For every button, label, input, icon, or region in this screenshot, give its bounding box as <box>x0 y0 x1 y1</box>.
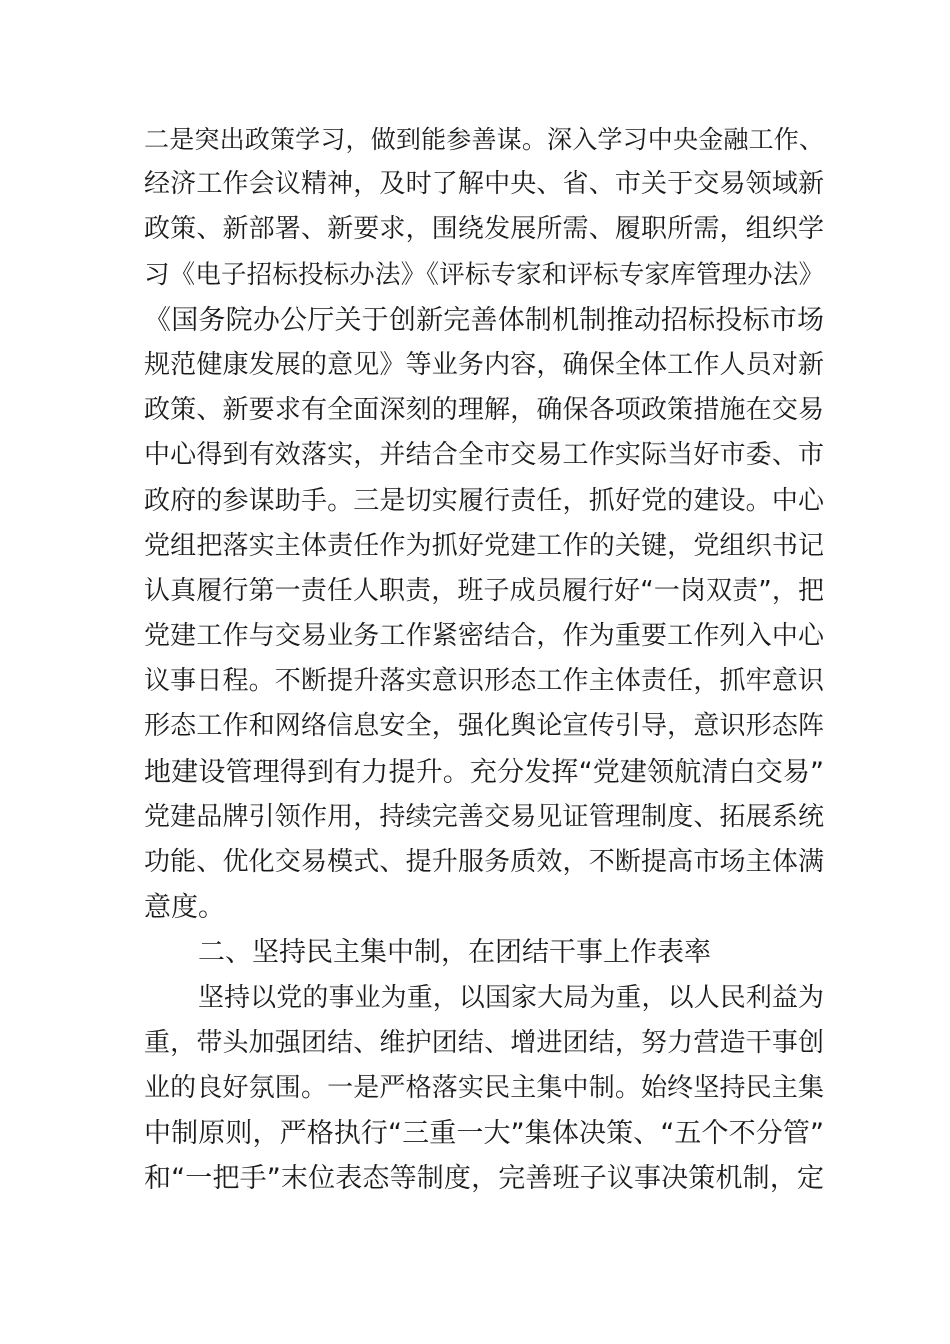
text-line: 政策、新要求有全面深刻的理解，确保各项政策措施在交易 <box>144 395 824 426</box>
text-line: 地建设管理得到有力提升。充分发挥“党建领航清白交易” <box>144 756 824 788</box>
text-line: 党建品牌引领作用，持续完善交易见证管理制度、拓展系统 <box>144 801 824 832</box>
text-line: 经济工作会议精神，及时了解中央、省、市关于交易领域新 <box>144 169 824 200</box>
text-line: 形态工作和网络信息安全，强化舆论宣传引导，意识形态阵 <box>144 711 824 742</box>
text-line: 坚持以党的事业为重，以国家大局为重，以人民利益为 <box>198 982 824 1013</box>
section-heading: 二、坚持民主集中制，在团结干事上作表率 <box>198 937 711 969</box>
text-line: 二是突出政策学习，做到能参善谋。深入学习中央金融工作、 <box>144 125 824 154</box>
text-line: 中制原则，严格执行“三重一大”集体决策、“五个不分管” <box>144 1118 824 1150</box>
text-line: 重，带头加强团结、维护团结、增进团结，努力营造干事创 <box>144 1027 824 1058</box>
text-line: 党组把落实主体责任作为抓好党建工作的关键，党组织书记 <box>144 530 824 561</box>
text-line: 意度。 <box>144 892 225 924</box>
text-line: 《国务院办公厅关于创新完善体制机制推动招标投标市场 <box>144 304 824 336</box>
text-line: 规范健康发展的意见》等业务内容，确保全体工作人员对新 <box>144 349 824 380</box>
text-line: 政策、新部署、新要求，围绕发展所需、履职所需，组织学 <box>144 214 824 245</box>
text-line: 中心得到有效落实，并结合全市交易工作实际当好市委、市 <box>144 440 824 471</box>
text-line: 和“一把手”末位表态等制度，完善班子议事决策机制，定 <box>144 1163 824 1195</box>
text-line: 议事日程。不断提升落实意识形态工作主体责任，抓牢意识 <box>144 666 824 697</box>
text-line: 政府的参谋助手。三是切实履行责任，抓好党的建设。中心 <box>144 485 824 516</box>
text-line: 业的良好氛围。一是严格落实民主集中制。始终坚持民主集 <box>144 1072 824 1103</box>
text-line: 认真履行第一责任人职责，班子成员履行好“一岗双责”，把 <box>144 575 824 606</box>
text-line: 党建工作与交易业务工作紧密结合，作为重要工作列入中心 <box>144 621 824 652</box>
text-line: 习《电子招标投标办法》《评标专家和评标专家库管理办法》 <box>144 259 824 290</box>
body-text <box>144 117 824 1202</box>
text-line: 功能、优化交易模式、提升服务质效，不断提高市场主体满 <box>144 847 824 877</box>
